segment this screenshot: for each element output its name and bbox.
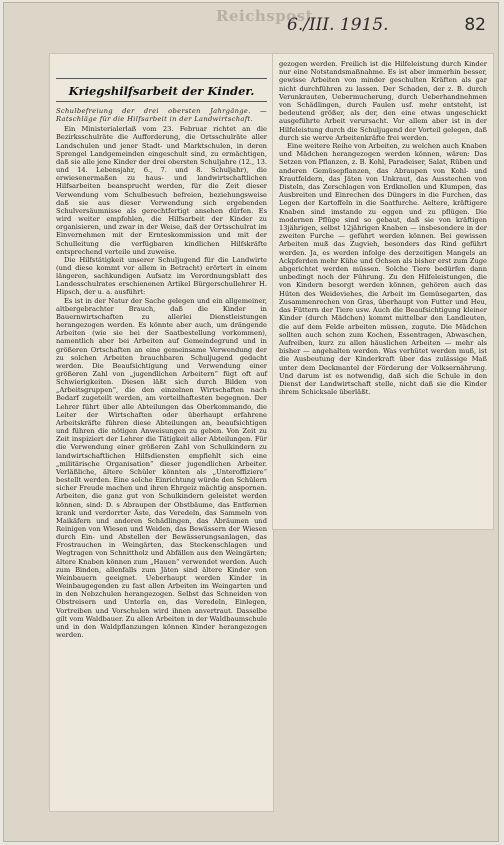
right-column [273,54,493,396]
article-lede: Schulbefreiung der drei obersten Jahrgänge. — Ratschläge für die Hilfsarbeit in der Landwirtschaft. [56,107,267,124]
article-paragraph: Eine weitere Reihe von Arbeiten, zu welchen auch Knaben und Mädchen herangezogen werden können, wären: Das Setzen von Pflanzen, z. B. Kohl, Paradeiser, Salat, Rüben und anderen Gemüsepflanzen, das Abraupen von Kohl- und Krautfeldern, das Jäten von Unkraut, das Ausstechen von Disteln, das Zerschlagen von Erdknollen und Klumpen, das Ausbreiten und Einrechen des Düngers in die Furchen, das Legen der Kartoffeln in die Saatfurche. Aeltere, kräftigere Knaben sind imstande zu eggen und zu pflügen. Die modernen Pflüge sind so gebaut, daß sie von kräftigen 13jährigen, selbst 12jährigen Knaben — insbesondere in der zweiten Furche — geführt werden können. Bei gewissen Arbeiten muß das Zugvieh, besonders das Rind geführt werden. Ja, es werden infolge des derzeitigen Mangels an Ackpferden mehr Kühe und Ochsen als bisher erst zum Zuge abgerichtet werden müssen. Solche Tiere bedürfen dann unbedingt noch der Führung. Zu den Hilfeleistungen, die von Kindern besorgt werden können, gehören auch das Hüten des Weideviehes, die Arbeit im Gemüsegarten, das Zusammenrechen von Gras, überhaupt von Futter und Heu, das Füttern der Tiere usw. Auch die Beaufsichtigung kleiner Kinder (durch Mädchen) kommt mittelbar den Landleuten, die auf dem Felde arbeiten müssen, zugute. Die Mädchen sollten auch schon zum Kochen, Essentragen, Abwaschen, Aufreiben, kurz zu allen häuslichen Arbeiten — mehr als bisher — angehalten werden. Was verhütet werden muß, ist die Ausbeutung der Kinderkraft über das zulässige Maß unter dem Deckmantel der Förderung der Volksernährung. Und darum ist es notwendig, daß sich die Schule in den Dienst der Landwirtschaft stelle, nicht daß sie die Kinder ihrem Schicksale überläßt. [279,142,487,397]
article-paragraph: gezogen werden. Freilich ist die Hilfeleistung durch Kinder nur eine Notstandsmaßnahme. Es ist aber immerhin besser, gewisse Arbeiten von minder geschulten Kräften als gar nicht durchführen zu lassen. Der Schaden, der z. B. durch Verunkrauten, Uebermucherung, durch Ueberhandnehmen von Schädlingen, durch Faulen usf. mehr entsteht, ist bedeutend größer, als der, den eine etwas ungeschickt ausgeführte Arbeit verursacht. Vor allem aber ist in der Hilfeleistung durch die Schuljugend der Vorteil gelegen, daß durch sie werve Arbeitenkräfte frei werden. [279,60,487,142]
article-paragraph: Ein Ministerialerlaß vom 23. Februar richtet an die Bezirksschulräte die Aufforderung, die Ortsschulräte aller Landschulen und jener Stadt- und Marktschulen, in deren Sprengel Landgemeinden eingeschult sind, zu ermächtigen, daß sie alle jene Kinder der drei obersten Schuljahre (12., 13. und 14. Lebensjahr, 6., 7. und 8. Schuljahr), die erwiesenermaßen zu haus- und landwirtschaftlichen Hilfsarbeiten beansprucht werden, für die Zeit dieser Verwendung vom Schulbesuch befreien, beziehungsweise daß sie aus dieser Verwendung sich ergebenden Schulversäumnisse als gerechtfertigt ansehen dürfen. Es wird weiter empfohlen, die Hilfsarbeit der Kinder zu organisieren, und zwar in der Weise, daß der Ortsschulrat im Einvernehmen mit der Ernteskommission und mit der Schulleitung die verfügbaren kindlichen Hilfskräfte entsprechend verteile und zuweise. [56,125,267,256]
left-column [50,54,273,639]
article-paragraph: Es ist in der Natur der Sache gelegen und ein allgemeiner, altbergebrachter Brauch, daß die Kinder in Bauernwirtschaften zu allerlei Dienstleistungen herangezogen werden. Es könnte aber auch, um drängende Arbeiten (wie sie bei der Saatbestellung vorkommen), namentlich aber bei Arbeiten auf Gemeindegrund und in größeren Ortschaften an eine gemeinsame Verwendung der zu solchen Arbeiten brauchbaren Schuljugend gedacht werden. Die Beaufsichtigung und Verwendung einer größeren Zahl von „jugendlichen Arbeitern“ fügt oft auf Schwierigkeiten. Diesen läßt sich durch Bilden von „Arbeitsgruppen“, die den einzelnen Wirtschaften nach Bedarf zugeteilt werden, am vorteilhaftesten begegnen. Der Lehrer führt über alle Abteilungen das Oberkommando, die Leiter der Wirtschaften oder überhaupt erfahrene Arbeitskräfte führen diese Abteilungen an, beaufsichtigen und führen die nötigen Anweisungen zu geben. Von Zeit zu Zeit inspiziert der Lehrer die Tätigkeit aller Abteilungen. Für die Verwendung einer größeren Zahl von Schulkindern zu landwirtschaftlichen Hilfsdiensten empfiehlt sich eine „militärische Organisation“ dieser jugendlichen Arbeiter. Verläßliche, ältere Schüler könnten als „Unteroffiziere“ bestellt werden. Eine solche Einrichtung würde den Schülern sicher Freude machen und ihren Ehrgeiz mächtig anspornen. Arbeiten, die ganz gut von Schulkindern geleistet werden können, sind: D. s Abraupen der Obstbäume, das Entfernen krank und verdorrter Äste, das Veredeln, das Sammeln von Maikäfern und anderen Schädlingen, das Abräumen und Reinigen von Wiesen und Weiden, das Bewässern der Wiesen durch Ein- und Abstellen der Bewässerungsanlagen, das Frostrauchen in Weingärten, das Steckenschlagen und Wegtragen von Schnittholz und Abfällen aus den Weingärten; ältere Knaben können zum „Hauen“ verwendet werden. Auch zum Binden, allenfalls zum Jäten sind ältere Kinder von Weinbauern geeignet. Ueberhaupt werden Kinder in Weinbaugegenden zu fast allen Arbeiten im Weingarten und in den Nebzchulen herangezogen. Selbst das Schneiden von Obstreisern und Unterla en, das Veredeln, Einlegen, Vortreiben und Vorschulen wird ihnen anvertraut. Dasselbe gilt vom Waldbauer. Zu allen Arbeiten in der Waldbaumschule und in den Waldpflanzungen können Kinder herangezogen werden. [56,296,267,639]
article-paragraph: Die Hilfstätigkeit unserer Schuljugend für die Landwirte (und diese kommt vor allem in Betracht) erörtert in einem längeren, sachkundigen Aufsatz im Verordnungsblatt des Landesschulrates erschienenen Artikel Bürgerschullehrer H. Hipsch, der u. a. ausführt: [56,255,267,297]
handwritten-date: 6./III. 1915. [287,15,389,35]
article-headline: Kriegshilfsarbeit der Kinder. [56,78,267,102]
newspaper-clipping-right-column [273,54,493,529]
page-number: 82 [464,15,486,35]
newspaper-clipping-left-column [50,54,273,811]
newspaper-name-stamp: Reichspost [216,7,314,25]
